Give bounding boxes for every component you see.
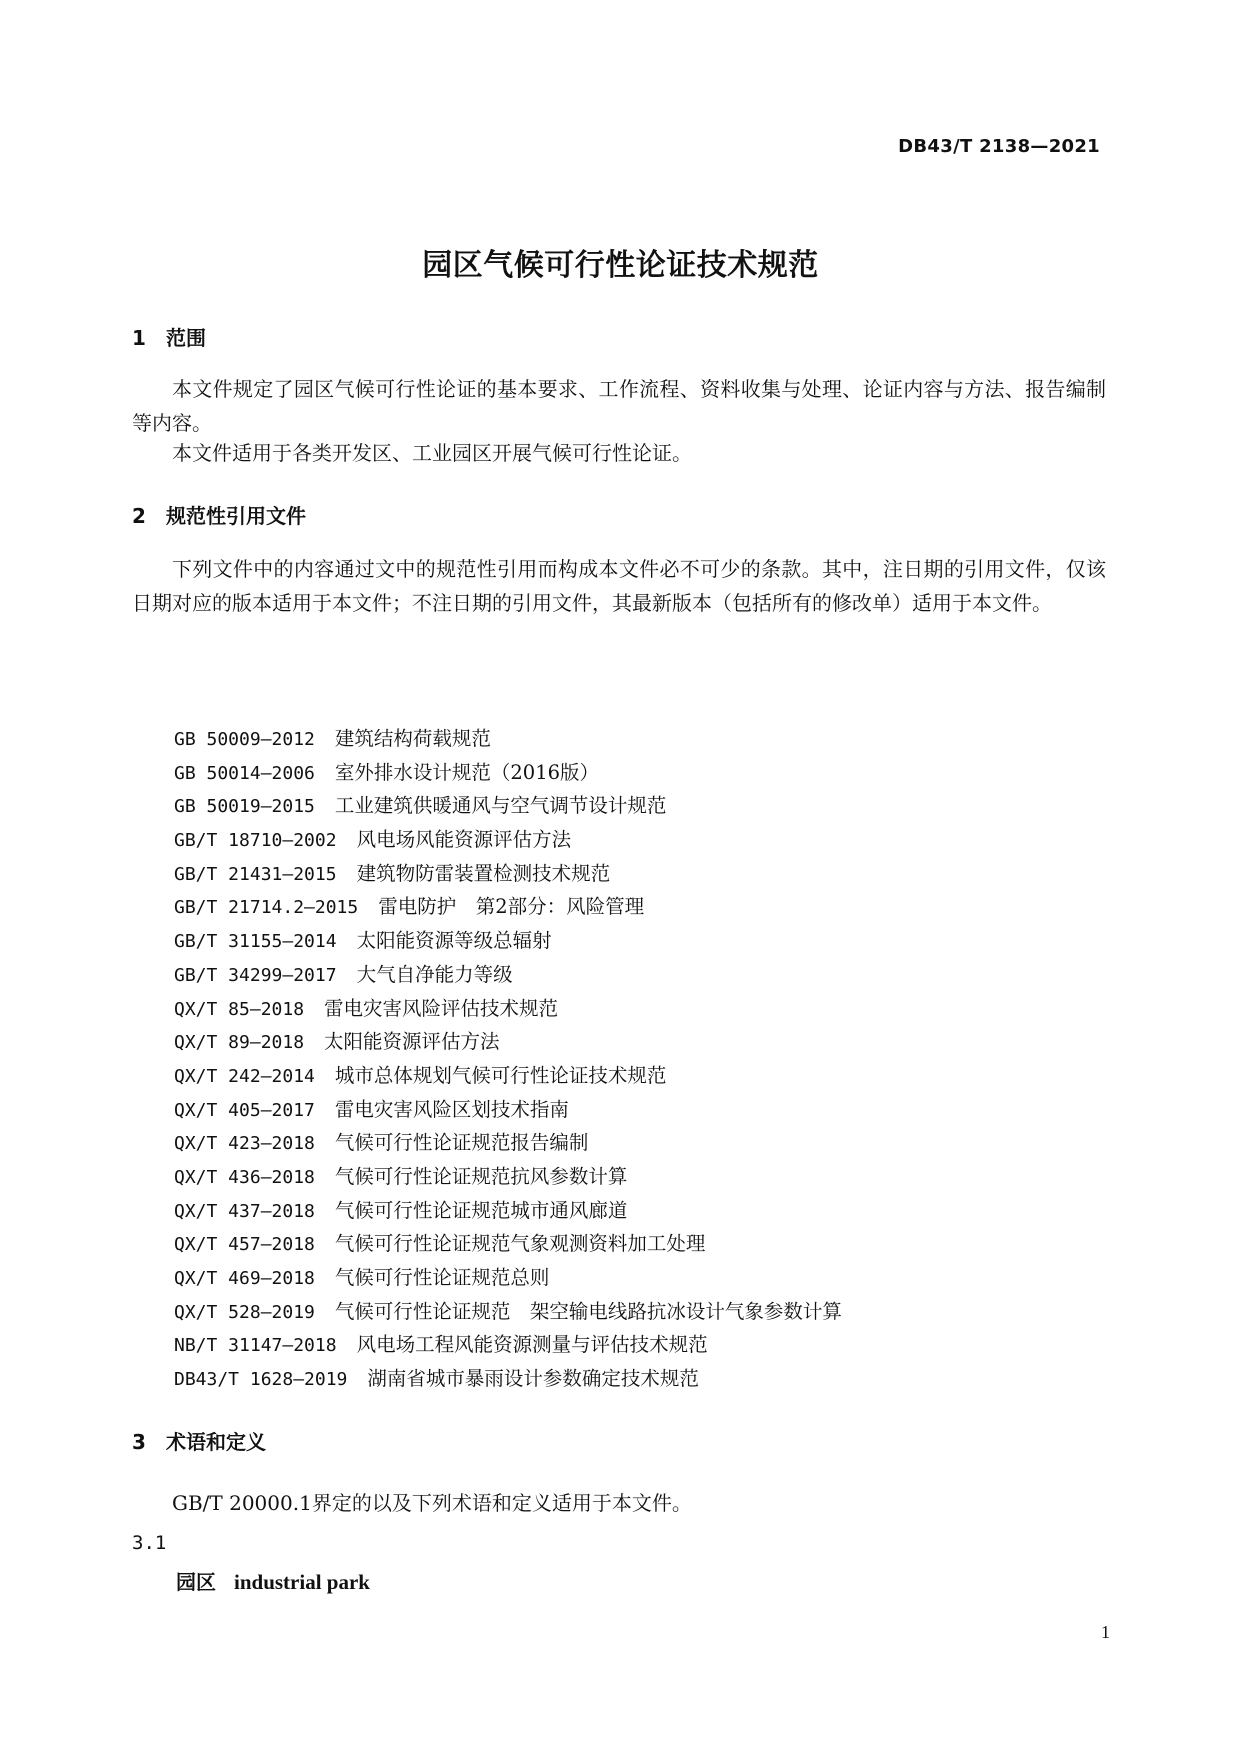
reference-item	[174, 1261, 842, 1295]
reference-title: 风电场风能资源评估方法	[356, 828, 572, 852]
reference-title: 气候可行性论证规范 架空输电线路抗冰设计气象参数计算	[334, 1299, 842, 1323]
reference-code: QX/T 89—2018	[174, 1032, 305, 1054]
reference-item	[174, 823, 842, 857]
reference-item	[174, 1025, 842, 1059]
reference-title: 气候可行性论证规范气象观测资料加工处理	[334, 1232, 706, 1256]
reference-title: 太阳能资源等级总辐射	[356, 929, 552, 953]
reference-item	[174, 1194, 842, 1228]
section-1-heading	[132, 322, 206, 351]
reference-code: GB 50009—2012	[174, 729, 315, 750]
reference-code: DB43/T 1628—2019	[174, 1369, 348, 1391]
reference-item	[174, 789, 842, 823]
reference-title: 太阳能资源评估方法	[324, 1030, 500, 1054]
section-number: 3	[132, 1430, 146, 1454]
reference-code: QX/T 469—2018	[174, 1268, 315, 1289]
reference-item	[174, 857, 842, 891]
reference-title: 风电场工程风能资源测量与评估技术规范	[356, 1333, 708, 1357]
reference-item	[174, 1227, 842, 1261]
reference-item	[174, 958, 842, 992]
reference-title: 工业建筑供暖通风与空气调节设计规范	[334, 794, 667, 818]
scope-paragraph-2: 本文件适用于各类开发区、工业园区开展气候可行性论证。	[172, 441, 692, 465]
reference-title: 雷电灾害风险评估技术规范	[324, 996, 559, 1020]
reference-code: QX/T 242—2014	[174, 1065, 315, 1087]
reference-code: GB/T 31155—2014	[174, 931, 337, 953]
reference-title: 大气自净能力等级	[356, 962, 513, 986]
reference-title: 雷电灾害风险区划技术指南	[334, 1097, 569, 1121]
section-2-heading	[132, 500, 306, 529]
reference-code: GB 50019—2015	[174, 796, 315, 818]
reference-title: 气候可行性论证规范抗风参数计算	[334, 1164, 628, 1188]
reference-item	[174, 992, 842, 1026]
reference-item	[174, 722, 842, 756]
reference-item	[174, 1295, 842, 1329]
reference-code: QX/T 436—2018	[174, 1166, 315, 1188]
term-number: 3.1	[132, 1532, 167, 1554]
document-code: DB43/T 2138—2021	[898, 136, 1100, 157]
term-english: industrial park	[234, 1570, 370, 1594]
reference-item	[174, 890, 842, 924]
section-number: 1	[132, 326, 146, 350]
reference-code: GB/T 21431—2015	[174, 863, 337, 885]
term-chinese: 园区	[176, 1570, 216, 1594]
references-intro-paragraph: 下列文件中的内容通过文中的规范性引用而构成本文件必不可少的条款。其中，注日期的引用文件，仅该日期对应的版本适用于本文件；不注日期的引用文件，其最新版本（包括所有的修改单）适用于本文件。	[132, 557, 1106, 615]
reference-code: GB/T 34299—2017	[174, 964, 337, 986]
terms-intro-paragraph: GB/T 20000.1界定的以及下列术语和定义适用于本文件。	[172, 1491, 692, 1515]
reference-code: QX/T 85—2018	[174, 998, 305, 1020]
section-title: 范围	[166, 326, 206, 350]
term-entry	[176, 1566, 370, 1595]
document-title: 园区气候可行性论证技术规范	[422, 248, 819, 283]
reference-code: GB/T 21714.2—2015	[174, 897, 359, 919]
reference-item	[174, 1160, 842, 1194]
reference-code: QX/T 528—2019	[174, 1301, 315, 1323]
normative-references-list	[174, 722, 842, 1396]
reference-title: 气候可行性论证规范总则	[334, 1266, 550, 1289]
reference-code: QX/T 423—2018	[174, 1133, 315, 1155]
reference-code: QX/T 437—2018	[174, 1200, 315, 1222]
section-title: 术语和定义	[166, 1430, 266, 1454]
scope-paragraph-1: 本文件规定了园区气候可行性论证的基本要求、工作流程、资料收集与处理、论证内容与方法、报告编制等内容。	[132, 377, 1106, 435]
reference-title: 城市总体规划气候可行性论证技术规范	[334, 1063, 667, 1087]
reference-code: GB 50014—2006	[174, 762, 315, 784]
reference-item	[174, 1362, 842, 1396]
reference-item	[174, 924, 842, 958]
section-3-heading	[132, 1426, 266, 1455]
section-number: 2	[132, 504, 146, 528]
reference-title: 室外排水设计规范（2016版）	[334, 760, 600, 784]
reference-title: 湖南省城市暴雨设计参数确定技术规范	[367, 1367, 699, 1391]
reference-title: 建筑物防雷装置检测技术规范	[356, 861, 611, 885]
reference-code: QX/T 405—2017	[174, 1099, 315, 1121]
reference-item	[174, 1328, 842, 1362]
reference-item	[174, 1126, 842, 1160]
reference-code: NB/T 31147—2018	[174, 1335, 337, 1357]
reference-code: QX/T 457—2018	[174, 1234, 315, 1256]
reference-item	[174, 756, 842, 790]
page-number: 1	[1101, 1622, 1110, 1642]
reference-title: 建筑结构荷载规范	[334, 727, 491, 750]
section-title: 规范性引用文件	[166, 504, 306, 528]
reference-code: GB/T 18710—2002	[174, 830, 337, 852]
reference-title: 气候可行性论证规范报告编制	[334, 1131, 589, 1155]
reference-title: 雷电防护 第2部分：风险管理	[378, 895, 645, 919]
reference-item	[174, 1059, 842, 1093]
reference-title: 气候可行性论证规范城市通风廊道	[334, 1198, 628, 1222]
reference-item	[174, 1093, 842, 1127]
